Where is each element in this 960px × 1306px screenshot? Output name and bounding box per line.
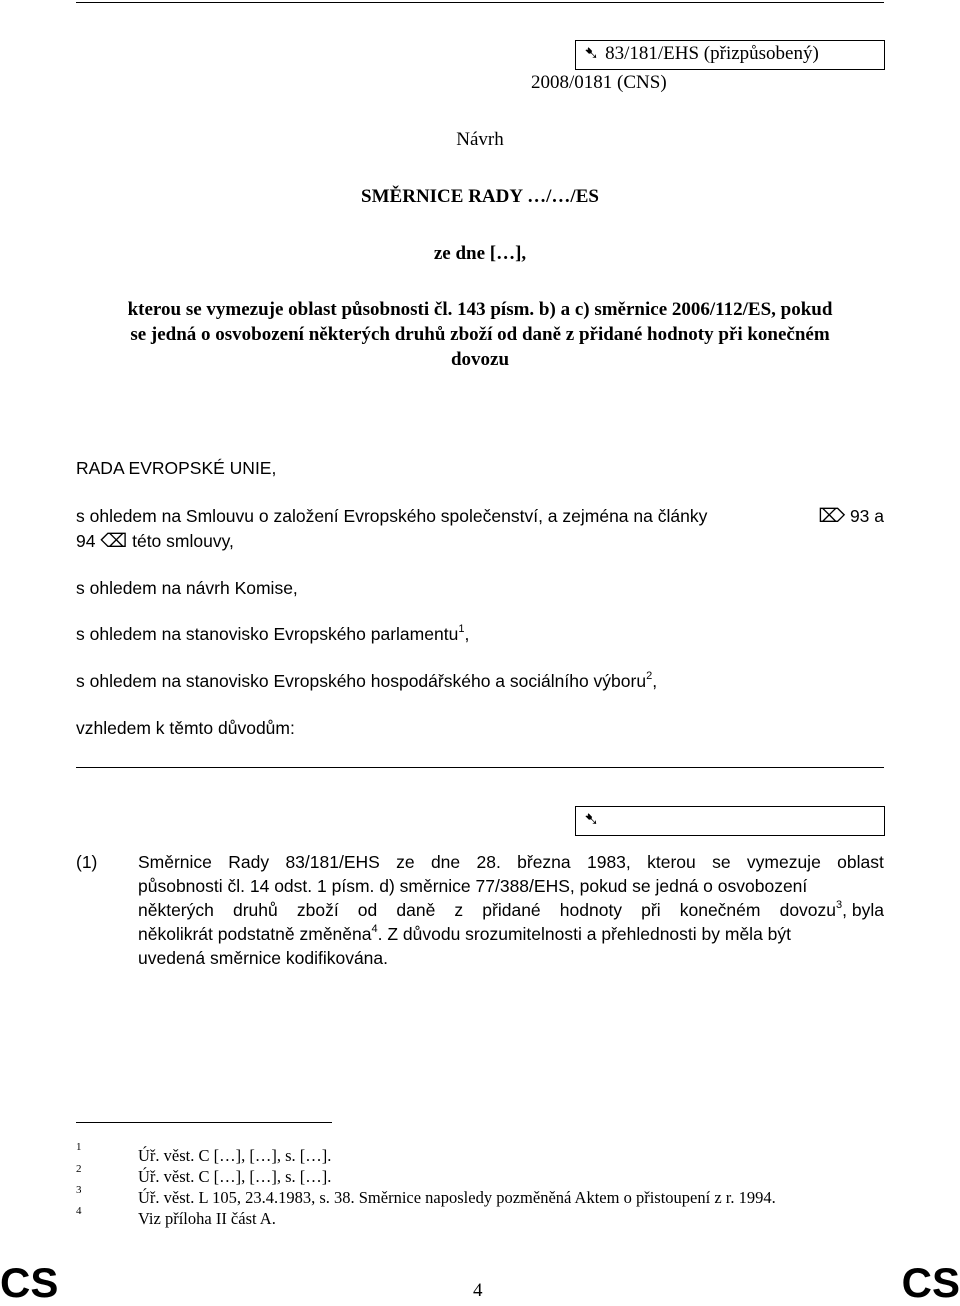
footnote-number: 3 — [76, 1184, 82, 1196]
recital-word: daně — [396, 900, 436, 920]
preamble-treaty-line1 — [76, 504, 884, 528]
source-reference-box — [575, 40, 885, 70]
section-rule — [76, 767, 884, 768]
article-93: 93 a — [849, 506, 884, 526]
parliament-comma: , — [464, 624, 470, 644]
recital-word: hodnoty — [559, 900, 623, 920]
recital-word: konečném — [679, 900, 761, 920]
recital-word: kterou — [647, 852, 696, 872]
procedure-number: 2008/0181 (CNS) — [531, 72, 667, 93]
recital-word: se — [712, 852, 731, 872]
recital-line5: uvedená směrnice kodifikována. — [138, 948, 389, 968]
footnote-number: 2 — [76, 1163, 82, 1175]
recital-source-box — [575, 806, 885, 836]
recital-number: (1) — [76, 852, 98, 872]
directive-date: ze dne […], — [433, 243, 527, 264]
language-code-right: CS — [901, 1259, 960, 1306]
recital-word: z — [454, 900, 464, 920]
recital-line4 — [138, 922, 791, 946]
directive-description-line1: kterou se vymezuje oblast působnosti čl. 143 písm. b) a c) směrnice 2006/112/ES, pokud — [127, 299, 833, 320]
recital-word-tail: , byla — [842, 900, 884, 920]
footnote-ref-4[interactable]: 4 — [371, 923, 378, 936]
arrow-down-right-icon: ➷ — [584, 809, 600, 830]
parliament-text: s ohledem na stanovisko Evropského parlamentu — [76, 624, 459, 644]
article-94: 94 — [76, 531, 96, 551]
treaty-text: s ohledem na Smlouvu o založení Evropského společenství, a zejména na články — [76, 506, 708, 526]
recital-line3 — [138, 898, 884, 922]
recital-word: Rady — [228, 852, 270, 872]
footnote-ref-3[interactable]: 3 — [836, 899, 843, 912]
whereas-heading: vzhledem k těmto důvodům: — [76, 718, 295, 738]
commission-proposal: s ohledem na návrh Komise, — [76, 578, 298, 598]
top-rule — [76, 2, 884, 3]
footnote-number: 4 — [76, 1205, 82, 1217]
recital-word: zboží — [296, 900, 339, 920]
language-code-left: CS — [0, 1259, 59, 1306]
recital-word: přidané — [482, 900, 541, 920]
recital-word: března — [517, 852, 571, 872]
recital-word: vymezuje — [746, 852, 821, 872]
directive-description-line3: dovozu — [450, 349, 510, 370]
source-reference: 83/181/EHS (přizpůsobený) — [605, 43, 819, 64]
recital-word: oblast — [837, 852, 884, 872]
recital-word: ze — [396, 852, 415, 872]
committee-opinion — [76, 669, 657, 693]
footnote-number: 1 — [76, 1141, 82, 1153]
recital-line4-text: několikrát podstatně změněna — [138, 924, 372, 944]
recital-word: Směrnice — [138, 852, 212, 872]
parliament-opinion — [76, 622, 469, 646]
committee-text: s ohledem na stanovisko Evropského hospodářského a sociálního výboru — [76, 671, 647, 691]
proposal-label: Návrh — [456, 129, 504, 150]
committee-comma: , — [652, 671, 658, 691]
recital-word: některých — [138, 900, 214, 920]
recital-word — [780, 898, 884, 922]
recital-word: 28. — [476, 852, 501, 872]
footnote-text: Viz příloha II část A. — [138, 1209, 276, 1228]
treaty-suffix: této smlouvy, — [132, 531, 234, 551]
recital-word-dovozu: dovozu — [779, 900, 837, 920]
footnote-text: Úř. věst. C […], […], s. […]. — [138, 1167, 332, 1186]
footnote-ref-1[interactable]: 1 — [458, 623, 465, 636]
recital-word: druhů — [232, 900, 278, 920]
directive-title: SMĚRNICE RADY …/…/ES — [361, 186, 599, 207]
footnote-ref-2[interactable]: 2 — [646, 670, 653, 683]
page-number: 4 — [473, 1280, 483, 1301]
footnote-text: Úř. věst. L 105, 23.4.1983, s. 38. Směrnice naposledy pozměněná Aktem o přistoupení z r. 1994. — [138, 1188, 776, 1207]
recital-line1 — [138, 850, 884, 874]
arrow-down-right-icon: ➷ — [584, 43, 600, 64]
recital-word: 1983, — [586, 852, 631, 872]
council-heading: RADA EVROPSKÉ UNIE, — [76, 458, 277, 478]
recital-word: při — [641, 900, 661, 920]
recital-line4-tail: . Z důvodu srozumitelnosti a přehlednosti by měla být — [377, 924, 792, 944]
insertion-group — [818, 504, 884, 528]
insertion-marker-icon: ⌦ — [818, 505, 846, 527]
footnote-text: Úř. věst. C […], […], s. […]. — [138, 1146, 332, 1165]
recital-line2: působnosti čl. 14 odst. 1 písm. d) směrnice 77/388/EHS, pokud se jedná o osvobození — [138, 876, 808, 896]
directive-description-line2: se jedná o osvobození některých druhů zboží od daně z přidané hodnoty při konečném — [130, 324, 830, 345]
preamble-treaty-line2 — [76, 529, 234, 553]
recital-word: od — [357, 900, 378, 920]
recital-word: dne — [430, 852, 461, 872]
deletion-marker-icon: ⌫ — [100, 530, 128, 552]
recital-word: 83/181/EHS — [285, 852, 380, 872]
footnote-rule — [76, 1122, 332, 1123]
